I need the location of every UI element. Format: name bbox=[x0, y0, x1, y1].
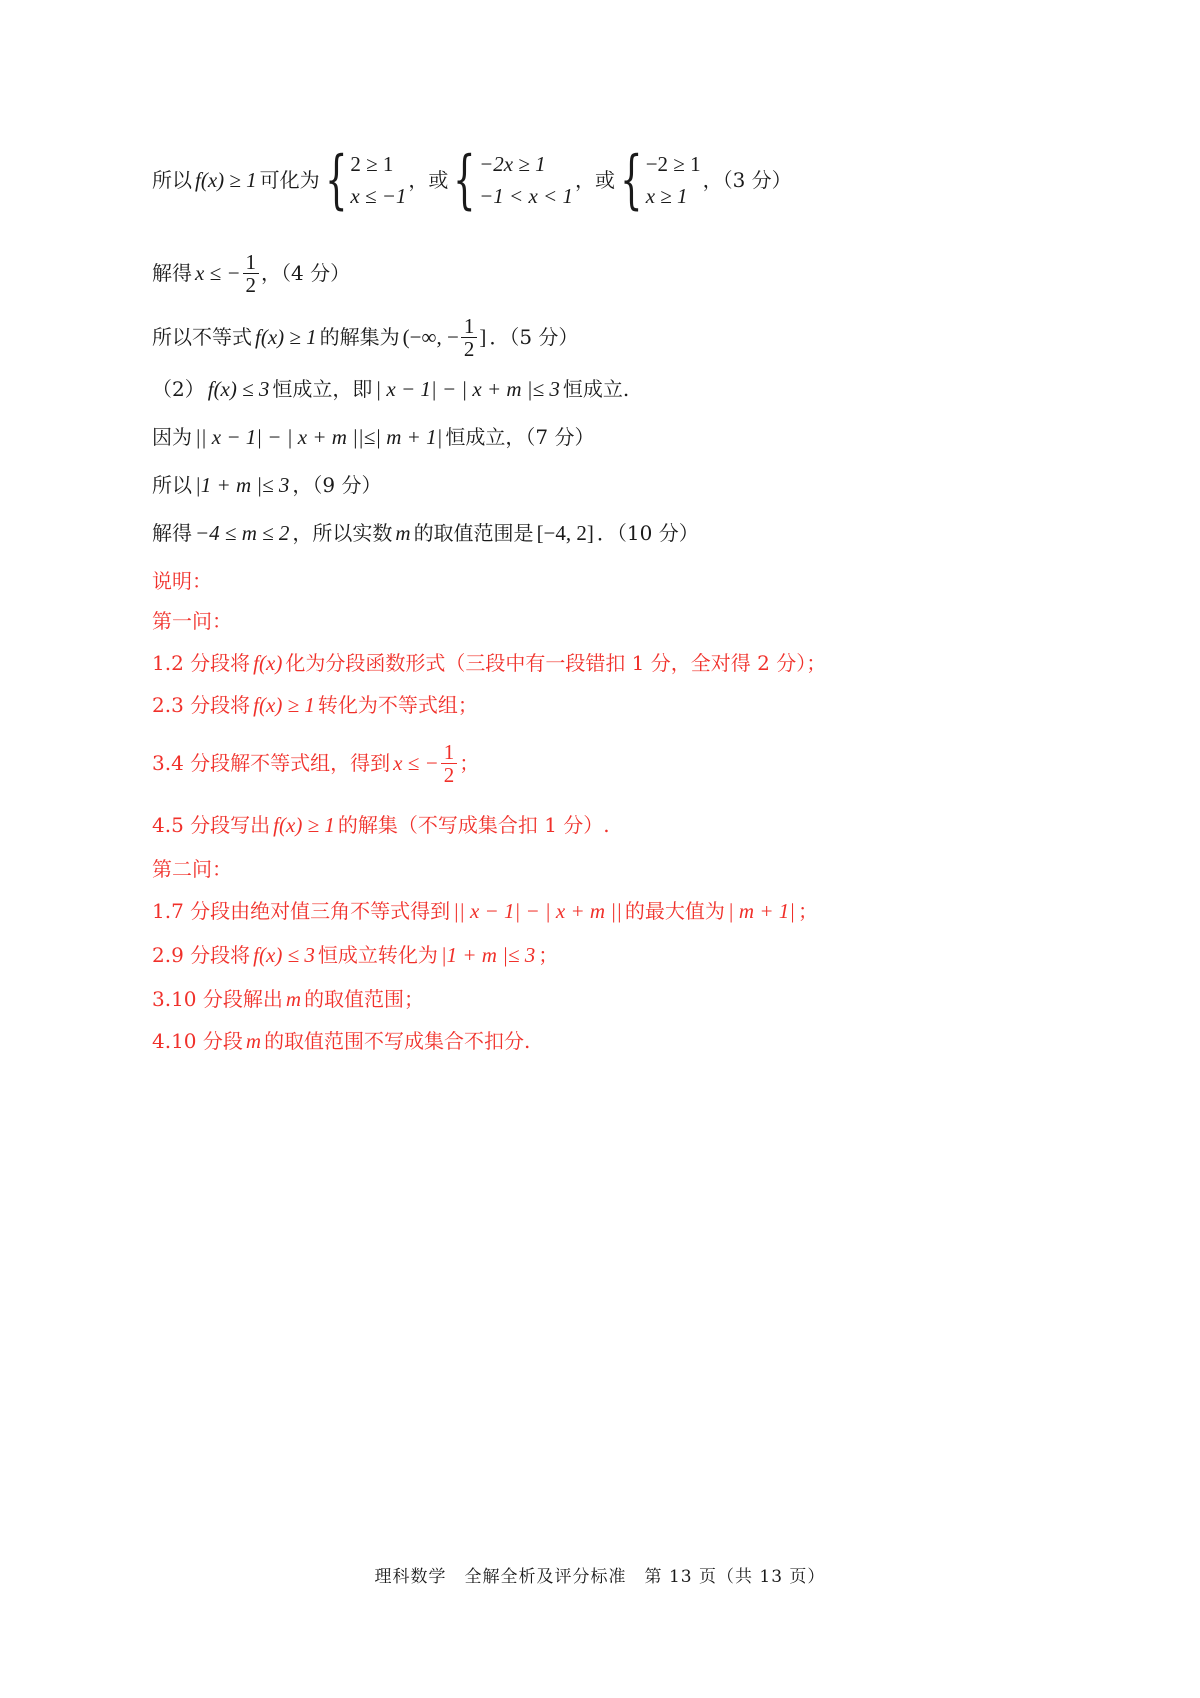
text: 1.2 分段将 bbox=[152, 651, 251, 675]
formula: | m + 1| bbox=[727, 899, 796, 923]
left-brace-icon: { bbox=[453, 143, 476, 217]
text: 第二问： bbox=[152, 857, 232, 881]
text: 因为 bbox=[152, 425, 192, 449]
page-footer: 理科数学 全解全析及评分标准 第 13 页（共 13 页） bbox=[374, 1567, 826, 1587]
text: 解得 bbox=[152, 261, 192, 285]
formula: f(x) ≤ 3 bbox=[207, 377, 270, 401]
text: 的解集（不写成集合扣 1 分）. bbox=[337, 813, 610, 837]
case-row: x ≥ 1 bbox=[645, 184, 688, 208]
numerator: 1 bbox=[443, 739, 455, 764]
text: 的取值范围不写成集合不扣分. bbox=[264, 1029, 531, 1053]
denominator: 2 bbox=[461, 337, 478, 360]
left-brace-icon: { bbox=[620, 143, 643, 217]
text: 可化为 bbox=[259, 168, 320, 192]
formula: f(x) ≥ 1 bbox=[195, 168, 257, 192]
case-system-3 bbox=[619, 143, 701, 217]
note-3 bbox=[152, 738, 479, 788]
text: 2.3 分段将 bbox=[152, 693, 251, 717]
solution-line-6 bbox=[152, 472, 382, 498]
text: ，或 bbox=[408, 168, 449, 192]
text: 恒成立，（7 分） bbox=[445, 425, 595, 449]
formula: f(x) ≥ 1 bbox=[255, 325, 317, 349]
formula: |1 + m |≤ 3 bbox=[195, 473, 290, 497]
text: 的最大值为 bbox=[624, 899, 725, 923]
q1-title bbox=[152, 608, 232, 634]
variable: m bbox=[395, 521, 411, 545]
variable: m bbox=[285, 987, 302, 1011]
interval: (−∞, − bbox=[402, 325, 459, 349]
formula: |1 + m |≤ 3 bbox=[440, 943, 536, 967]
case-row: 2 ≥ 1 bbox=[350, 152, 394, 176]
text: （2） bbox=[152, 377, 205, 401]
case-row: −2 ≥ 1 bbox=[645, 152, 701, 176]
text: 的解集为 bbox=[319, 325, 400, 349]
text: ．（5 分） bbox=[489, 325, 579, 349]
formula: || x − 1| − | x + m || bbox=[453, 899, 622, 923]
text: 转化为不等式组； bbox=[317, 693, 478, 717]
text: 化为分段函数形式（三段中有一段错扣 1 分，全对得 2 分）； bbox=[285, 651, 827, 675]
note-2 bbox=[152, 692, 478, 718]
interval-end: ] bbox=[479, 325, 487, 349]
solution-line-4 bbox=[152, 376, 629, 402]
fraction bbox=[243, 251, 260, 296]
formula: f(x) bbox=[253, 651, 283, 675]
note-7 bbox=[152, 986, 424, 1012]
formula: f(x) ≤ 3 bbox=[253, 943, 315, 967]
q2-title bbox=[152, 856, 232, 882]
solution-line-1 bbox=[152, 143, 792, 217]
text: 4.10 分段 bbox=[152, 1029, 243, 1053]
note-5 bbox=[152, 898, 818, 924]
formula: | x − 1| − | x + m |≤ 3 bbox=[375, 377, 560, 401]
solution-line-5 bbox=[152, 424, 594, 450]
text: 说明： bbox=[152, 569, 212, 593]
text: ，（9 分） bbox=[292, 473, 382, 497]
text: ，或 bbox=[574, 168, 615, 192]
numerator: 1 bbox=[463, 313, 475, 338]
note-4 bbox=[152, 812, 610, 838]
text: ．（10 分） bbox=[596, 521, 699, 545]
text: 第一问： bbox=[152, 609, 232, 633]
text: 的取值范围； bbox=[304, 987, 425, 1011]
case-row: −2x ≥ 1 bbox=[479, 152, 546, 176]
formula: f(x) ≥ 1 bbox=[273, 813, 335, 837]
text: 2.9 分段将 bbox=[152, 943, 251, 967]
notes-title bbox=[152, 568, 212, 594]
text: ； bbox=[798, 899, 819, 923]
text: 的取值范围是 bbox=[413, 521, 534, 545]
left-brace-icon: { bbox=[324, 143, 348, 217]
fraction bbox=[461, 315, 478, 360]
fraction bbox=[441, 741, 458, 786]
text: 恒成立转化为 bbox=[317, 943, 438, 967]
text: 4.5 分段写出 bbox=[152, 813, 271, 837]
formula: x ≤ − bbox=[393, 751, 439, 775]
solution-line-7 bbox=[152, 520, 699, 546]
text: ，（3 分） bbox=[702, 168, 792, 192]
case-system-2 bbox=[452, 143, 573, 217]
note-8 bbox=[152, 1028, 530, 1054]
case-row: −1 < x < 1 bbox=[479, 184, 573, 208]
text: ； bbox=[459, 751, 480, 775]
text: 3.4 分段解不等式组，得到 bbox=[152, 751, 391, 775]
text: 所以 bbox=[152, 473, 192, 497]
denominator: 2 bbox=[441, 763, 458, 786]
text: 恒成立. bbox=[562, 377, 630, 401]
numerator: 1 bbox=[245, 249, 257, 274]
formula: [−4, 2] bbox=[536, 521, 594, 545]
text: 解得 bbox=[152, 521, 192, 545]
formula: x ≤ − bbox=[195, 261, 241, 285]
variable: m bbox=[245, 1029, 262, 1053]
text: ； bbox=[538, 943, 559, 967]
text: 3.10 分段解出 bbox=[152, 987, 283, 1011]
text: 所以不等式 bbox=[152, 325, 252, 349]
denominator: 2 bbox=[243, 273, 260, 296]
note-6 bbox=[152, 942, 558, 968]
formula: f(x) ≥ 1 bbox=[253, 693, 315, 717]
case-row: x ≤ −1 bbox=[350, 184, 407, 208]
solution-line-3 bbox=[152, 312, 578, 362]
text: 1.7 分段由绝对值三角不等式得到 bbox=[152, 899, 451, 923]
text: 恒成立，即 bbox=[272, 377, 373, 401]
formula: −4 ≤ m ≤ 2 bbox=[195, 521, 290, 545]
formula: || x − 1| − | x + m ||≤| m + 1| bbox=[195, 425, 443, 449]
solution-line-2 bbox=[152, 248, 350, 298]
case-system-1 bbox=[324, 143, 407, 217]
text: ，（4 分） bbox=[261, 261, 351, 285]
note-1 bbox=[152, 650, 826, 676]
text: ，所以实数 bbox=[292, 521, 393, 545]
text: 所以 bbox=[152, 168, 192, 192]
